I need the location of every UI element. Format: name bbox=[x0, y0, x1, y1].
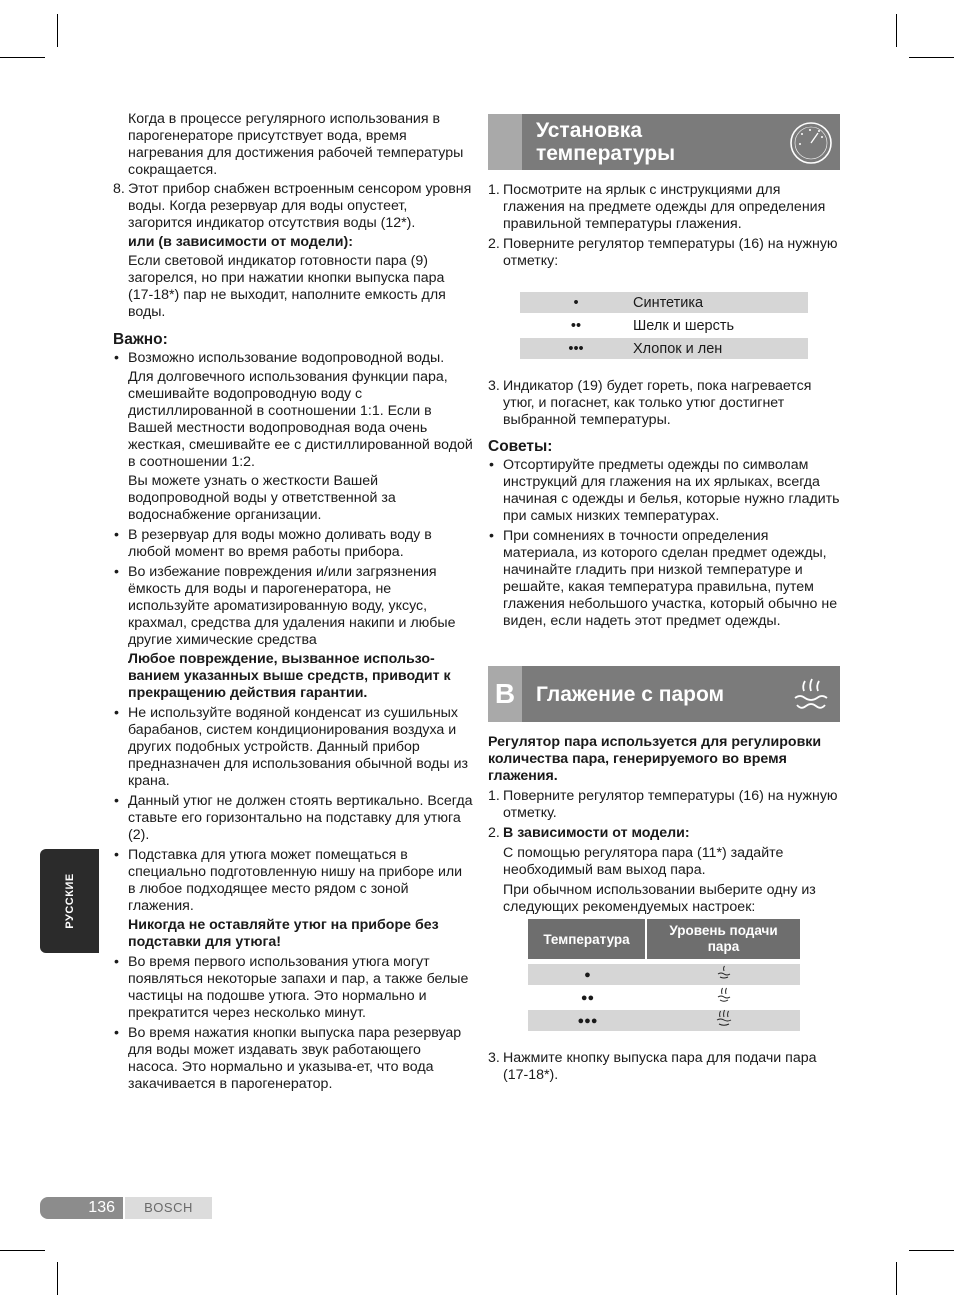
steam-intro: Регулятор пара используется для регулировки количества пара, генерируемого во время глажения. bbox=[488, 734, 822, 784]
paragraph: При обычном использовании выберите одну из следующих рекомендуемых настроек: bbox=[503, 882, 816, 915]
fabric-label: Синтетика bbox=[633, 294, 704, 311]
bullet: • bbox=[114, 350, 119, 366]
list-item bbox=[488, 378, 844, 429]
section-accent bbox=[488, 114, 522, 170]
crop-mark bbox=[57, 1262, 58, 1295]
right-column-tips bbox=[488, 378, 844, 630]
paragraph: Поверните регулятор температуры (16) на нужную отметку: bbox=[503, 236, 838, 269]
item-number: 1. bbox=[488, 182, 500, 198]
paragraph: Этот прибор снабжен встроенным сенсором уровня воды. Когда резервуар для воды опустеет, загорится индикатор отсутствия воды (12*). bbox=[128, 181, 472, 231]
paragraph: Отсортируйте предметы одежды по символам инструкций для глажения на их ярлыках, всегда начиная с одежды и белья, которые нужно гладить при самых низких температурах. bbox=[503, 457, 840, 524]
temperature-table bbox=[520, 290, 808, 361]
column-header: Уровень подачи пара bbox=[647, 919, 800, 959]
crop-mark bbox=[909, 1250, 954, 1251]
fabric-label: Шелк и шерсть bbox=[633, 317, 735, 334]
paragraph: Данный утюг не должен стоять вертикально. Всегда ставьте его горизонтально на подставку для утюга (2). bbox=[128, 793, 473, 843]
temp-dots: ••• bbox=[568, 340, 584, 357]
table-row bbox=[520, 292, 808, 313]
important-heading: Важно: bbox=[113, 331, 168, 348]
bullet: • bbox=[114, 564, 119, 580]
paragraph: Подставка для утюга может помещаться в специально подготовленную нишу на приборе или в любое подходящее место рядом с зоной глажения. bbox=[128, 847, 463, 914]
table-row bbox=[528, 1010, 800, 1031]
list-item bbox=[488, 825, 844, 916]
paragraph: Когда в процессе регулярного использования в парогенераторе присутствует вода, время нагревания для достижения рабочей температуры сокращается. bbox=[128, 111, 464, 178]
section-title: Глажение с паром bbox=[536, 683, 725, 706]
crop-mark bbox=[909, 57, 954, 58]
page-number: 136 bbox=[40, 1197, 123, 1219]
temp-dots: ●● bbox=[580, 991, 595, 1004]
table-row bbox=[520, 315, 808, 336]
paragraph: Поверните регулятор температуры (16) на нужную отметку. bbox=[503, 788, 838, 821]
list-item bbox=[113, 847, 473, 951]
paragraph: Во избежание повреждения и/или загрязнения ёмкость для воды и парогенератора, не используйте ароматизированную воду, уксус, крахмал, средства для удаления накипи и любые другие химические средства bbox=[128, 564, 456, 648]
right-column-temperature bbox=[488, 182, 844, 270]
warning-text: Любое повреждение, вызванное использо-ванием указанных выше средств, приводит к прекращению действия гарантии. bbox=[128, 651, 451, 701]
bullet: • bbox=[114, 954, 119, 970]
right-column-steam bbox=[488, 734, 844, 916]
paragraph: С помощью регулятора пара (11*) задайте необходимый вам выход пара. bbox=[503, 845, 784, 878]
bullet: • bbox=[114, 705, 119, 721]
section-title-line: температуры bbox=[536, 142, 676, 165]
tips-heading: Советы: bbox=[488, 438, 553, 455]
temp-dots: • bbox=[573, 294, 579, 311]
paragraph: Для долговечного использования функции пара, смешивайте водопроводную воду с дистиллированной в соотношении 1:1. Если в Вашей местности водопроводная вода очень жесткая, смешивайте ее с дистиллированной водой в соотношении 1:2. bbox=[128, 369, 473, 470]
list-item bbox=[488, 182, 844, 233]
paragraph: Возможно использование водопроводной воды. bbox=[128, 350, 445, 366]
steam-level-1-icon bbox=[716, 965, 732, 979]
section-title bbox=[536, 119, 675, 165]
section-title-line: Установка bbox=[536, 119, 642, 142]
list-item bbox=[113, 1025, 473, 1093]
item-number: 1. bbox=[488, 788, 500, 804]
paragraph: Во время первого использования утюга могут появляться некоторые запахи и пар, а также белые частицы на подошве утюга. Это нормально и прекратится через несколько минут. bbox=[128, 954, 469, 1021]
item-number: 3. bbox=[488, 378, 500, 394]
list-item bbox=[113, 527, 473, 561]
paragraph: Индикатор (19) будет гореть, пока нагревается утюг, и погаснет, как только утюг достигнет выбранной температуры. bbox=[503, 378, 812, 428]
paragraph: Вы можете узнать о жесткости Вашей водопроводной воды у ответственной за водоснабжение организации. bbox=[128, 473, 396, 523]
column-header: Температура bbox=[528, 919, 645, 959]
bullet: • bbox=[114, 527, 119, 543]
brand-label: BOSCH bbox=[125, 1197, 212, 1219]
table-header bbox=[528, 919, 800, 959]
list-item bbox=[488, 236, 844, 270]
fabric-label: Хлопок и лен bbox=[633, 340, 723, 357]
temp-dots: •• bbox=[570, 317, 582, 334]
paragraph: Посмотрите на ярлык с инструкциями для глажения на предмете одежды для определения правильной температуры глажения. bbox=[503, 182, 826, 232]
bullet: • bbox=[489, 457, 494, 473]
crop-mark bbox=[0, 1250, 45, 1251]
item-number: 2. bbox=[488, 825, 500, 841]
bullet: • bbox=[114, 793, 119, 809]
temp-dots: ●●● bbox=[577, 1014, 598, 1027]
table-row bbox=[520, 338, 808, 359]
steam-level-2-icon bbox=[716, 987, 732, 1003]
warning-text: Никогда не оставляйте утюг на приборе без подставки для утюга! bbox=[128, 917, 439, 950]
language-label: РУССКИЕ bbox=[63, 873, 76, 929]
section-header-steam bbox=[488, 666, 840, 722]
paragraph: Если световой индикатор готовности пара (9) загорелся, но при нажатии кнопки выпуска пара (17-18*) пар не выходит, наполните емкость для воды. bbox=[128, 253, 446, 320]
bullet: • bbox=[114, 1025, 119, 1041]
crop-mark bbox=[57, 14, 58, 47]
list-item bbox=[113, 793, 473, 844]
paragraph: Не используйте водяной конденсат из сушильных барабанов, систем кондиционирования воздуха и других подобных устройств. Данный прибор предназначен для использования обычной воды из крана. bbox=[128, 705, 468, 789]
list-item bbox=[113, 564, 473, 702]
item-number: 8. bbox=[113, 181, 125, 197]
list-item bbox=[113, 350, 473, 524]
list-item bbox=[488, 457, 844, 525]
steam-table bbox=[528, 919, 800, 1031]
bold-note: В зависимости от модели: bbox=[503, 825, 690, 841]
list-item bbox=[113, 181, 473, 321]
list-item bbox=[113, 954, 473, 1022]
paragraph: При сомнениях в точности определения материала, из которого сделан предмет одежды, начинайте гладить при низкой температуре и решайте, какая температура правильна, путем глажения небольшого участка, который обычно не виден, если надеть этот предмет одежды. bbox=[503, 528, 838, 629]
section-header-temperature bbox=[488, 114, 840, 170]
table-row bbox=[528, 964, 800, 985]
right-column-end bbox=[488, 1050, 844, 1084]
bold-note: или (в зависимости от модели): bbox=[128, 234, 353, 250]
list-item bbox=[113, 705, 473, 790]
bullet: • bbox=[114, 847, 119, 863]
language-tab bbox=[40, 849, 99, 953]
crop-mark bbox=[896, 1262, 897, 1295]
bullet: • bbox=[489, 528, 494, 544]
paragraph: Во время нажатия кнопки выпуска пара резервуар для воды может издавать звук работающего насоса. Это нормально и указыва-ет, что вода закачивается в парогенератор. bbox=[128, 1025, 462, 1092]
steam-icon bbox=[788, 672, 834, 718]
section-letter: B bbox=[494, 678, 516, 709]
table-row bbox=[528, 987, 800, 1008]
left-column bbox=[113, 111, 473, 1093]
crop-mark bbox=[896, 14, 897, 47]
list-item bbox=[488, 1050, 844, 1084]
steam-level-3-icon bbox=[715, 1009, 733, 1027]
list-item bbox=[488, 788, 844, 822]
paragraph: Нажмите кнопку выпуска пара для подачи пара (17-18*). bbox=[503, 1050, 817, 1083]
paragraph: В резервуар для воды можно доливать воду в любой момент во время работы прибора. bbox=[128, 527, 432, 560]
temp-dots: ● bbox=[584, 968, 591, 981]
list-item bbox=[488, 528, 844, 630]
item-number: 2. bbox=[488, 236, 500, 252]
temperature-dial-icon bbox=[788, 120, 834, 166]
crop-mark bbox=[0, 57, 45, 58]
item-number: 3. bbox=[488, 1050, 500, 1066]
